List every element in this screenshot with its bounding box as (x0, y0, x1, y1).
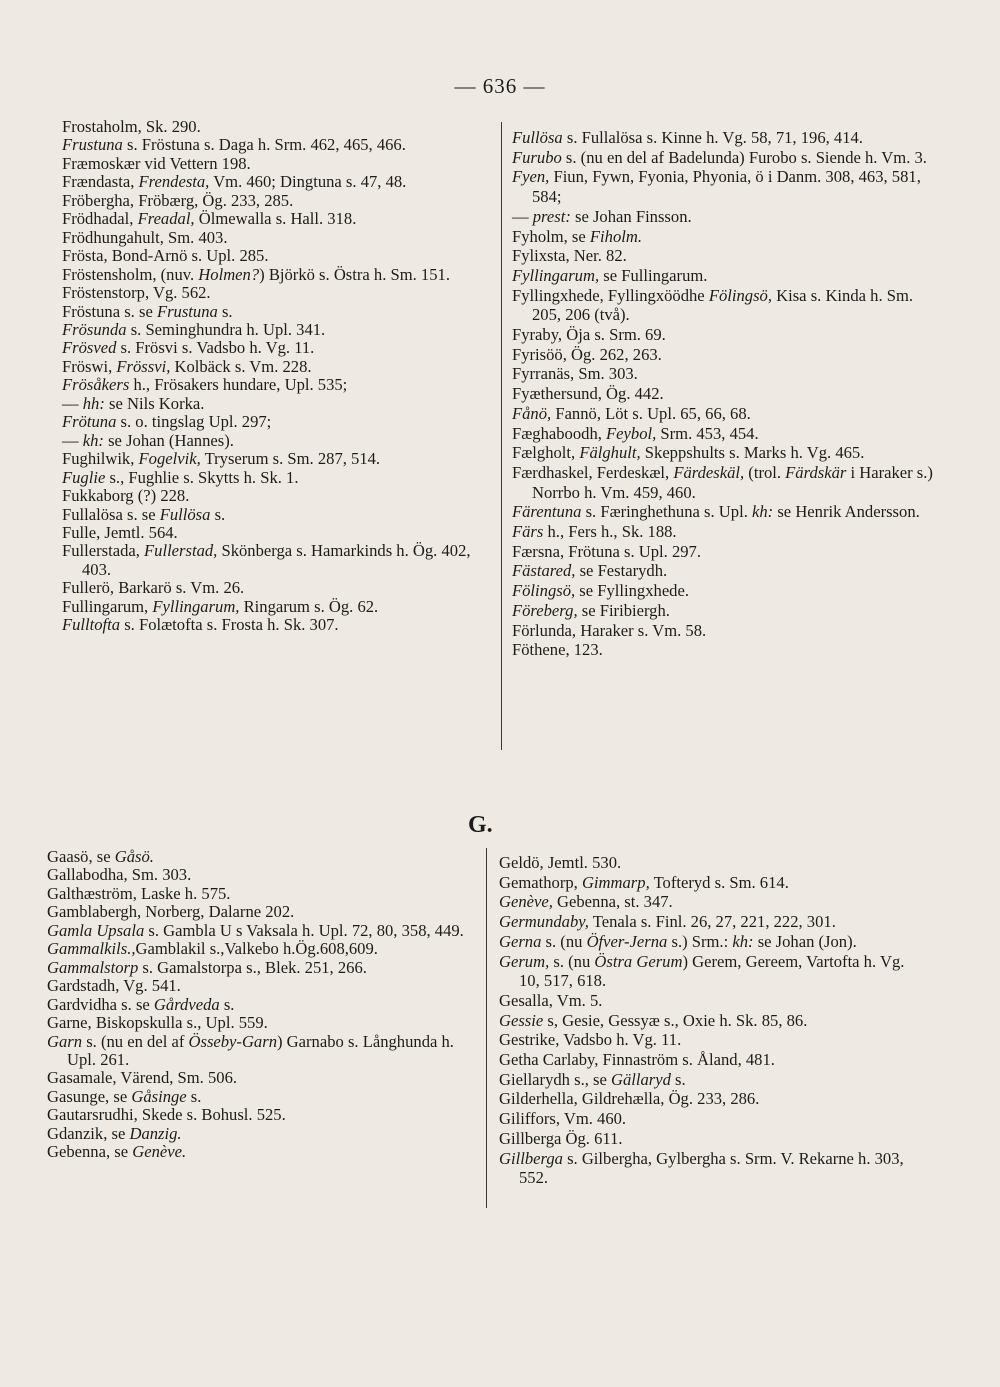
index-entry: Gaasö, se Gåsö. (47, 847, 154, 866)
index-entry: Gdanzik, se Danzig. (47, 1123, 182, 1143)
index-entry: Gardstadh, Vg. 541. (47, 976, 181, 996)
italic-term: Genève. (132, 1142, 187, 1162)
index-entry: Föreberg, se Firibiergh. (512, 600, 670, 620)
italic-term: Fulltofta (62, 615, 121, 635)
index-entry: Gerum, s. (nu Östra Gerum) Gerem, Gereem, Vartofta h. Vg. 10, 517, 618. (499, 951, 905, 991)
index-entry: Frösunda s. Seminghundra h. Upl. 341. (62, 319, 326, 339)
index-entry: Gemathorp, Gimmarp, Tofteryd s. Sm. 614. (499, 872, 789, 892)
index-entry: Frændasta, Frendesta, Vm. 460; Dingtuna s. 47, 48. (62, 172, 407, 192)
index-entry: Fästared, se Festarydh. (512, 561, 668, 581)
entries-top-left (62, 118, 487, 635)
italic-term: Frustuna (62, 135, 123, 155)
italic-term: Holmen? (198, 264, 260, 284)
italic-term: Danzig. (129, 1123, 182, 1143)
italic-term: Feybol, (606, 423, 657, 443)
index-entry: Giliffors, Vm. 460. (499, 1109, 627, 1129)
italic-term: Frösved (62, 338, 117, 358)
italic-term: Gåsö. (114, 847, 154, 866)
italic-term: hh: (82, 393, 105, 413)
index-entry: Fröstensholm, (nuv. Holmen?) Björkö s. Östra h. Sm. 151. (62, 264, 450, 284)
index-entry: Fyraby, Öja s. Srm. 69. (512, 325, 666, 345)
index-entry: Fulltofta s. Folætofta s. Frosta h. Sk. 307. (62, 615, 339, 635)
index-entry: Fullalösa s. se Fullösa s. (62, 504, 226, 524)
column-rule-top (501, 122, 502, 750)
index-entry: Gasamale, Värend, Sm. 506. (47, 1068, 238, 1088)
index-entry: Furubo s. (nu en del af Badelunda) Furobo s. Siende h. Vm. 3. (512, 147, 927, 167)
italic-term: Gåsinge (131, 1086, 187, 1106)
index-entry: Fröswi, Frössvi, Kolbäck s. Vm. 228. (62, 356, 312, 376)
index-entry: Fröstuna s. se Frustuna s. (62, 301, 233, 321)
italic-term: Össeby-Garn (188, 1031, 277, 1051)
italic-term: Fogelvik, (138, 449, 201, 469)
italic-term: Germundaby, (499, 912, 589, 932)
index-entry: Fyrranäs, Sm. 303. (512, 364, 638, 384)
italic-term: Gimmarp, (581, 872, 650, 892)
italic-term: Färentuna (512, 502, 582, 522)
italic-term: kh: (732, 931, 754, 951)
column-rule-bottom (486, 848, 487, 1208)
italic-term: Fälghult, (579, 443, 641, 463)
italic-term: Gillberga (499, 1148, 563, 1168)
index-entry: Getha Carlaby, Finnaström s. Åland, 481. (499, 1050, 775, 1070)
index-entry: Fylixsta, Ner. 82. (512, 246, 627, 266)
index-entry: Färs h., Fers h., Sk. 188. (512, 522, 677, 542)
italic-term: Furubo (512, 147, 562, 167)
index-entry: Fæghaboodh, Feybol, Srm. 453, 454. (512, 423, 759, 443)
italic-term: Fyllingarum, (152, 596, 240, 616)
italic-term: Gammalstorp (47, 957, 139, 977)
index-entry: Fullerstada, Fullerstad, Skönberga s. Hamarkinds h. Ög. 402, 403. (62, 541, 471, 579)
italic-term: Fyen, (512, 167, 550, 187)
index-entry: Fyholm, se Fiholm. (512, 226, 642, 246)
index-entry: Frustuna s. Fröstuna s. Daga h. Srm. 462, 465, 466. (62, 135, 406, 155)
index-entry: Frostaholm, Sk. 290. (62, 117, 201, 136)
index-entry: Fröstenstorp, Vg. 562. (62, 283, 211, 303)
index-entry: Gamla Upsala s. Gambla U s Vaksala h. Upl. 72, 80, 358, 449. (47, 920, 464, 940)
index-entry: Fullingarum, Fyllingarum, Ringarum s. Ög. 62. (62, 596, 379, 616)
index-entry: Færdhaskel, Ferdeskæl, Färdeskäl, (trol. Färdskär i Haraker s.) Norrbo h. Vm. 459, 460. (512, 462, 933, 502)
index-entry: Fuglie s., Fughlie s. Skytts h. Sk. 1. (62, 467, 299, 487)
index-entry: Gammalkils.,Gamblakil s.,Valkebo h.Ög.608,609. (47, 939, 378, 959)
entries-bottom-left (47, 848, 472, 1162)
index-entry: Giellarydh s., se Gällaryd s. (499, 1069, 686, 1089)
index-entry: Gallabodha, Sm. 303. (47, 865, 192, 885)
index-entry: Fukkaborg (?) 228. (62, 486, 190, 506)
italic-term: Frösunda (62, 319, 127, 339)
index-entry: Fölingsö, se Fyllingxhede. (512, 581, 689, 601)
italic-term: Föreberg, (512, 600, 578, 620)
italic-term: Frustuna (156, 301, 218, 321)
italic-term: Frendesta, (138, 172, 210, 192)
index-entry: — kh: se Johan (Hannes). (62, 430, 234, 450)
index-entry: Fullerö, Barkarö s. Vm. 26. (62, 578, 245, 598)
index-entry: Gebenna, se Genève. (47, 1142, 187, 1162)
italic-term: Gessie (499, 1010, 544, 1030)
italic-term: Fölingsö, (708, 285, 772, 305)
index-entry: Gillberga s. Gilbergha, Gylbergha s. Srm. V. Rekarne h. 303, 552. (499, 1148, 904, 1188)
index-entry: Fyrisöö, Ög. 262, 263. (512, 344, 662, 364)
italic-term: Färs (512, 522, 544, 542)
italic-term: Frössvi, (116, 356, 171, 376)
index-entry: Fælgholt, Fälghult, Skeppshults s. Marks h. Vg. 465. (512, 443, 865, 463)
index-entry: Gautarsrudhi, Skede s. Bohusl. 525. (47, 1105, 286, 1125)
index-entry: Galthæström, Laske h. 575. (47, 883, 231, 903)
index-entry: Færsna, Frötuna s. Upl. 297. (512, 541, 701, 561)
italic-term: Fullösa (512, 128, 563, 147)
index-entry: Färentuna s. Færinghethuna s. Upl. kh: se Henrik Andersson. (512, 502, 920, 522)
index-entry: Gillberga Ög. 611. (499, 1128, 623, 1148)
index-entry: Garne, Biskopskulla s., Upl. 559. (47, 1013, 268, 1033)
italic-term: Fästared, (512, 561, 576, 581)
index-entry: Frödhungahult, Sm. 403. (62, 227, 228, 247)
italic-term: Frötuna (62, 412, 117, 432)
index-entry: Gestrike, Vadsbo h. Vg. 11. (499, 1030, 682, 1050)
index-entry: — hh: se Nils Korka. (62, 393, 205, 413)
index-entry: Gasunge, se Gåsinge s. (47, 1086, 202, 1106)
italic-term: Gårdveda (153, 994, 220, 1014)
index-entry: Föthene, 123. (512, 640, 603, 660)
index-entry: Fröbergha, Fröbærg, Ög. 233, 285. (62, 190, 294, 210)
italic-term: Öfver-Jerna (586, 931, 668, 951)
italic-term: Fuglie (62, 467, 106, 487)
index-entry: Gilderhella, Gildrehælla, Ög. 233, 286. (499, 1089, 760, 1109)
italic-term: Genève, (499, 892, 553, 912)
italic-term: Färdskär (785, 462, 847, 482)
index-entry: Genève, Gebenna, st. 347. (499, 892, 673, 912)
italic-term: Fullerstad, (144, 541, 218, 561)
italic-term: kh: (752, 502, 774, 522)
index-entry: Frösåkers h., Frösakers hundare, Upl. 535; (62, 375, 348, 395)
italic-term: Gällaryd (610, 1069, 671, 1089)
index-entry: Gamblabergh, Norberg, Dalarne 202. (47, 902, 295, 922)
index-entry: Frötuna s. o. tingslag Upl. 297; (62, 412, 272, 432)
italic-term: Gammalkils., (47, 939, 136, 959)
index-entry: Geldö, Jemtl. 530. (499, 853, 622, 872)
italic-term: prest: (532, 206, 571, 226)
index-entry: Frösta, Bond-Arnö s. Upl. 285. (62, 246, 269, 266)
entries-top-right (512, 128, 942, 660)
index-entry: Fræmoskær vid Vettern 198. (62, 153, 251, 173)
index-entry: Fånö, Fannö, Löt s. Upl. 65, 66, 68. (512, 403, 751, 423)
page-number: — 636 — (454, 74, 546, 98)
index-entry: Fyen, Fiun, Fywn, Fyonia, Phyonia, ö i Danm. 308, 463, 581, 584; (512, 167, 921, 207)
index-entry: Gerna s. (nu Öfver-Jerna s.) Srm.: kh: se Johan (Jon). (499, 931, 857, 951)
section-letter: G. (468, 812, 493, 838)
index-entry: — prest: se Johan Finsson. (512, 206, 692, 226)
index-entry: Gammalstorp s. Gamalstorpa s., Blek. 251, 266. (47, 957, 367, 977)
index-entry: Fyllingarum, se Fullingarum. (512, 265, 708, 285)
italic-term: Frösåkers (62, 375, 130, 395)
italic-term: Fölingsö, (512, 581, 576, 601)
italic-term: Östra Gerum (594, 951, 683, 971)
index-entry: Fullösa s. Fullalösa s. Kinne h. Vg. 58, 71, 196, 414. (512, 128, 863, 147)
italic-term: Färdeskäl, (673, 462, 745, 482)
italic-term: Fyllingarum, (512, 265, 600, 285)
index-entry: Frösved s. Frösvi s. Vadsbo h. Vg. 11. (62, 338, 315, 358)
italic-term: Fullösa (159, 504, 211, 524)
italic-term: Fiholm. (589, 226, 642, 246)
index-entry: Garn s. (nu en del af Össeby-Garn) Garnabo s. Långhunda h. Upl. 261. (47, 1031, 454, 1069)
italic-term: Freadal, (137, 209, 195, 229)
index-entry: Fyllingxhede, Fyllingxöödhe Fölingsö, Kisa s. Kinda h. Sm. 205, 206 (två). (512, 285, 914, 325)
index-entry: Fughilwik, Fogelvik, Tryserum s. Sm. 287, 514. (62, 449, 381, 469)
index-entry: Förlunda, Haraker s. Vm. 58. (512, 620, 707, 640)
index-entry: Fyæthersund, Ög. 442. (512, 384, 664, 404)
index-entry: Germundaby, Tenala s. Finl. 26, 27, 221, 222, 301. (499, 912, 836, 932)
italic-term: Fånö, (512, 403, 552, 423)
index-entry: Gesalla, Vm. 5. (499, 990, 603, 1010)
entries-bottom-right (499, 853, 929, 1188)
italic-term: Gamla Upsala (47, 920, 145, 940)
index-entry: Frödhadal, Freadal, Ölmewalla s. Hall. 318. (62, 209, 357, 229)
index-entry: Fulle, Jemtl. 564. (62, 522, 178, 542)
italic-term: Gerum, (499, 951, 550, 971)
italic-term: kh: (82, 430, 104, 450)
index-entry: Gardvidha s. se Gårdveda s. (47, 994, 235, 1014)
italic-term: Gerna (499, 931, 542, 951)
index-entry: Gessie s, Gesie, Gessyæ s., Oxie h. Sk. 85, 86. (499, 1010, 808, 1030)
italic-term: Garn (47, 1031, 83, 1051)
